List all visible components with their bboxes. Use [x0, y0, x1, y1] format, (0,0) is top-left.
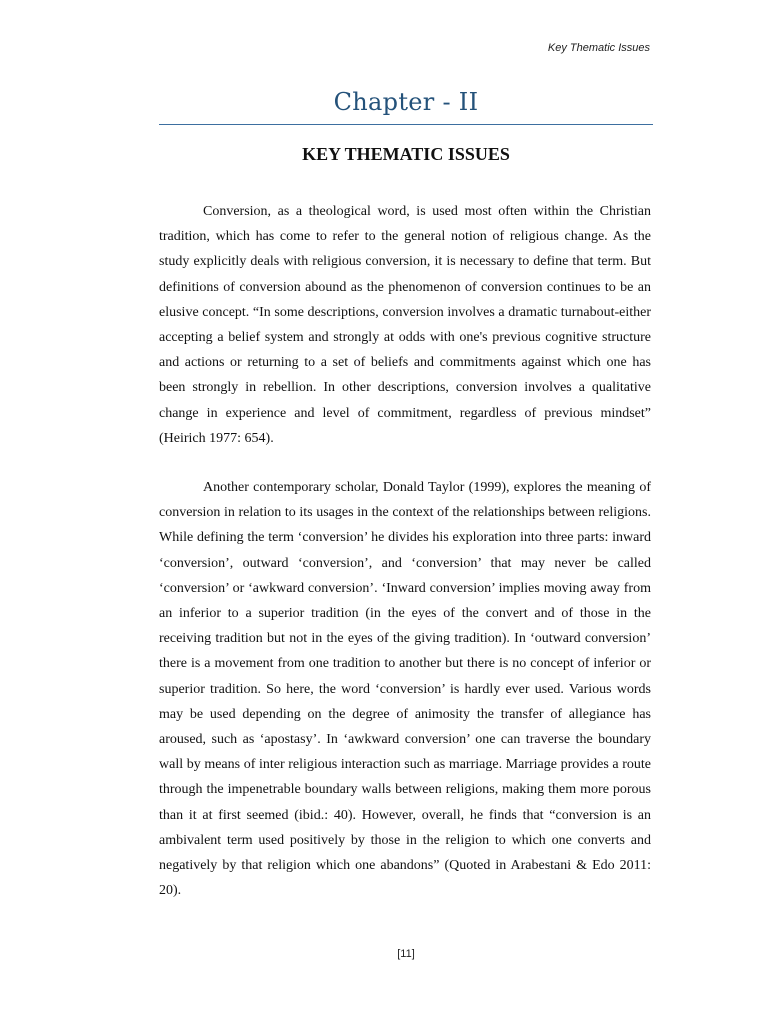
page-number: [11]: [397, 948, 415, 960]
section-heading: KEY THEMATIC ISSUES: [302, 144, 510, 164]
body-paragraph-2: Another contemporary scholar, Donald Taylor (1999), explores the meaning of conversion in relation to its usages in the context of the relationships between religions. While defining the term ‘conversion’ he divides his exploration into three parts: inward ‘conversion’, outward ‘conversion’, and ‘conversion’ that may never be called ‘conversion’ or ‘awkward conversion’. ‘Inward conversion’ implies moving away from an inferior to a superior tradition (in the eyes of the convert and of those in the receiving tradition but not in the eyes of the giving tradition). In ‘outward conversion’ there is a movement from one tradition to another but there is no concept of inferior or superior tradition. So here, the word ‘conversion’ is hardly ever used. Various words may be used depending on the degree of animosity the transfer of allegiance has aroused, such as ‘apostasy’. In ‘awkward conversion’ one can traverse the boundary wall by means of inter religious interaction such as marriage. Marriage provides a route through the impenetrable boundary walls between religions, making them more porous than it at first seemed (ibid.: 40). However, overall, he finds that “conversion is an ambivalent term used positively by those in the religion to which one converts and negatively by that religion which one abandons” (Quoted in Arabestani & Edo 2011: 20).: [159, 480, 651, 899]
body-paragraph-1: Conversion, as a theological word, is used most often within the Christian tradition, which has come to refer to the general notion of religious change. As the study explicitly deals with religious conversion, it is necessary to define that term. But definitions of conversion abound as the phenomenon of conversion continues to be an elusive concept. “In some descriptions, conversion involves a dramatic turnabout-either accepting a belief system and strongly at odds with one's previous cognitive structure and actions or returning to a set of beliefs and commitments against which one has been strongly in rebellion. In other descriptions, conversion involves a qualitative change in experience and level of commitment, regardless of previous mindset” (Heirich 1977: 654).: [159, 204, 651, 446]
running-header: Key Thematic Issues: [547, 42, 650, 54]
chapter-title: Chapter - II: [333, 88, 479, 116]
chapter-title-rule: [159, 124, 653, 125]
